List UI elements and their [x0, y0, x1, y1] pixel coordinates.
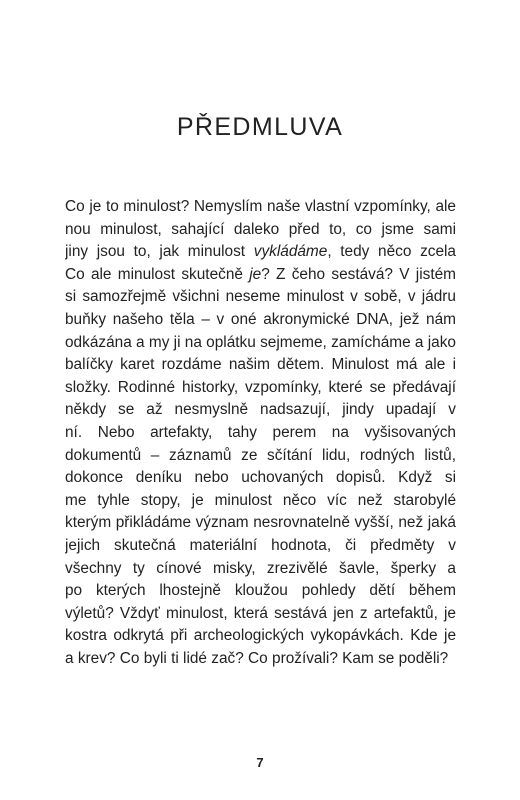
emphasized-word: vykládáme	[253, 243, 328, 261]
chapter-title: PŘEDMLUVA	[176, 113, 344, 141]
text-line: dokonce deníku nebo uchovaných dopisů. Když si	[65, 469, 456, 487]
text-line: kterým přikládáme význam nesrovnatelně vyšší, než jaká	[65, 514, 456, 532]
text-run: jiny jsou to, jak minulost	[65, 243, 254, 261]
text-line: všechny ty cínové misky, zrezivělé šavle, šperky a	[65, 559, 456, 577]
text-line: výletů? Vždyť minulost, která sestává jen z artefaktů, je	[65, 604, 456, 622]
text-line: buňky našeho těla – v oné akronymické DNA, jež nám	[65, 310, 456, 328]
text-line: po kterých lhostejně kloužou pohledy dětí během	[65, 582, 456, 600]
text-line: me tyhle stopy, je minulost něco víc než starobylé	[65, 491, 456, 509]
text-line: ní. Nebo artefakty, tahy perem na vyšisovaných	[65, 423, 456, 441]
text-run: , tedy něco zcela	[327, 243, 456, 261]
text-line: kostra odkrytá při archeologických vykopávkách. Kde je	[65, 627, 456, 645]
emphasized-word: je	[249, 265, 262, 283]
text-run: Co ale minulost skutečně	[65, 265, 250, 283]
text-line: Co je to minulost? Nemyslím naše vlastní vzpomínky, ale	[65, 198, 456, 215]
text-run: ? Z čeho sestává? V jistém	[261, 265, 456, 283]
text-line: odkázána a my ji na oplátku sejmeme, zamícháme a jako	[65, 333, 456, 351]
text-line: jejich skutečná materiální hodnota, či předměty v	[65, 536, 456, 554]
text-line: si samozřejmě všichni neseme minulost v sobě, v jádru	[65, 288, 456, 306]
text-line: nou minulost, sahající daleko před to, co jsme sami	[65, 220, 456, 238]
text-line: balíčky karet rozdáme našim dětem. Minulost má ale i	[65, 356, 456, 374]
text-line	[65, 241, 456, 264]
text-line	[65, 264, 456, 287]
text-line: složky. Rodinné historky, vzpomínky, které se předávají	[65, 378, 456, 396]
body-paragraph	[65, 196, 456, 670]
text-line: a krev? Co byli ti lidé zač? Co prožívali? Kam se poděli?	[65, 649, 449, 667]
page-number: 7	[256, 755, 264, 770]
text-line: dokumentů – záznamů ze sčítání lidu, rodných listů,	[65, 446, 456, 464]
text-line: někdy se až nesmyslně nadsazují, jindy upadají v	[65, 401, 456, 419]
